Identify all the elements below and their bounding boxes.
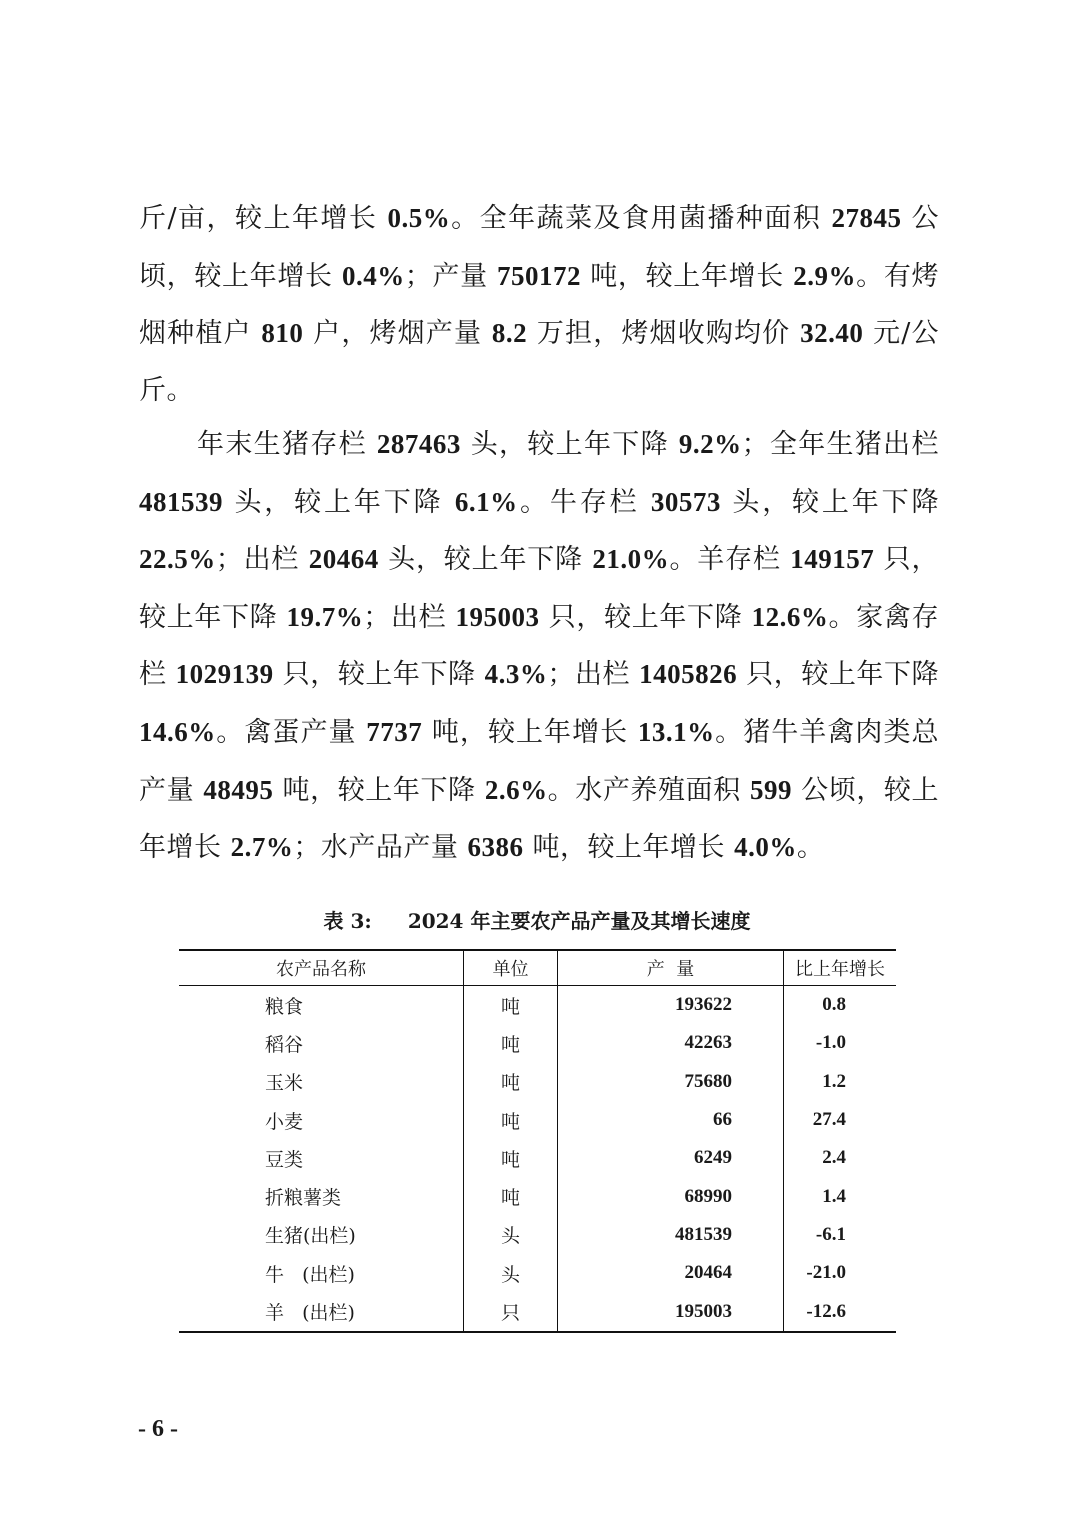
cell-unit: 吨 [464, 986, 558, 1025]
col-header-output: 产 量 [558, 950, 784, 986]
cell-output: 481539 [558, 1216, 784, 1254]
col-header-unit: 单位 [464, 950, 558, 986]
stat-value: 599 [749, 774, 792, 805]
stat-value: 810 [261, 318, 304, 349]
stat-value: 32.40 [800, 318, 864, 349]
cell-unit: 吨 [464, 1101, 558, 1139]
cell-product: 羊 (出栏) [179, 1292, 464, 1331]
cell-product: 豆类 [265, 1148, 304, 1171]
stat-value: 48495 [203, 774, 274, 805]
text-run: 吨，较上年增长 [581, 260, 794, 292]
col-header-product: 农产品名称 [179, 950, 464, 986]
text-run: 年末生猪存栏 [197, 429, 377, 460]
cell-output: 193622 [558, 986, 784, 1025]
table-row [179, 986, 896, 1025]
text-run: 万担，烤烟收购均价 [527, 318, 801, 350]
cell-unit: 吨 [464, 1024, 558, 1062]
stat-value: 22.5% [139, 544, 216, 575]
text-run: 斤/亩，较上年增长 [139, 203, 388, 234]
cell-growth: -12.6 [784, 1292, 897, 1331]
cell-growth: 1.2 [784, 1063, 897, 1101]
stat-value: 14.6% [139, 716, 216, 747]
stat-value: 6.1% [454, 486, 518, 517]
agri-products-table [179, 949, 896, 1333]
cell-unit: 吨 [464, 1177, 558, 1215]
stat-value: 6386 [467, 832, 524, 863]
text-run: ；出栏 [363, 601, 456, 633]
text-run: 只，较上年下降 [273, 659, 485, 691]
table-caption [0, 905, 1074, 934]
stat-value: 2.6% [484, 774, 548, 805]
text-run: 吨，较上年增长 [523, 832, 735, 864]
stat-value: 4.3% [484, 659, 548, 690]
cell-growth: -21.0 [784, 1254, 897, 1292]
cell-unit: 只 [464, 1292, 558, 1331]
text-run: ；出栏 [215, 544, 309, 576]
cell-unit: 吨 [464, 1063, 558, 1101]
page-number: - 6 - [138, 1416, 178, 1442]
table-row [179, 1216, 896, 1254]
text-run: 元/公斤。 [139, 318, 939, 406]
stat-value: 1405826 [639, 659, 738, 690]
stat-value: 7737 [366, 716, 423, 747]
cell-growth: 1.4 [784, 1177, 897, 1215]
stat-value: 20464 [308, 544, 379, 575]
stat-value: 9.2% [678, 429, 742, 459]
text-run: ；水产品产量 [293, 832, 468, 864]
stat-value: 287463 [376, 429, 461, 459]
stat-value: 481539 [139, 486, 223, 517]
text-run: ；全年生猪出栏 [741, 429, 939, 460]
text-run: 。全年蔬菜及食用菌播种面积 [450, 203, 832, 234]
paragraph-livestock [139, 416, 939, 877]
cell-output: 68990 [558, 1177, 784, 1215]
text-run: 。家禽存栏 [139, 601, 939, 691]
table-row [179, 1101, 896, 1139]
cell-output: 42263 [558, 1024, 784, 1062]
stat-value: 195003 [455, 601, 540, 632]
cell-output: 66 [558, 1101, 784, 1139]
stat-value: 0.5% [387, 203, 451, 233]
text-run: 。有烤烟种植户 [139, 260, 939, 350]
text-run: 公顷，较上年增长 [139, 203, 939, 292]
text-run: 。猪牛羊禽肉类总产量 [139, 716, 940, 806]
stat-value: 750172 [497, 260, 581, 291]
text-run: 吨，较上年增长 [422, 716, 638, 748]
cell-product: 折粮薯类 [265, 1187, 342, 1210]
cell-product: 玉米 [265, 1072, 304, 1095]
text-run: 。 [796, 832, 825, 864]
text-run: 公顷，较上年增长 [139, 774, 939, 864]
cell-product: 牛 (出栏) [265, 1263, 355, 1286]
cell-output: 195003 [558, 1292, 784, 1331]
table-row [179, 1254, 896, 1292]
text-run: 。羊存栏 [669, 544, 791, 576]
table-row [179, 1177, 896, 1215]
stat-value: 2.7% [230, 832, 294, 863]
cell-unit: 吨 [464, 1139, 558, 1177]
cell-product: 稻谷 [265, 1033, 304, 1056]
table-row [179, 1063, 896, 1101]
text-run: 只，较上年下降 [539, 601, 752, 633]
cell-growth: 27.4 [784, 1101, 897, 1139]
stat-value: 12.6% [751, 601, 829, 632]
cell-growth: -1.0 [784, 1024, 897, 1062]
stat-value: 30573 [650, 486, 721, 517]
paragraph-crops [139, 190, 939, 419]
table-row [179, 1139, 896, 1177]
table-body [179, 986, 896, 1332]
text-run: ；出栏 [547, 659, 640, 691]
stat-value: 27845 [831, 203, 902, 233]
table-row [179, 1292, 896, 1331]
cell-output: 6249 [558, 1139, 784, 1177]
stat-value: 0.4% [341, 260, 405, 291]
cell-product: 小麦 [265, 1110, 304, 1133]
text-run: 头，较上年下降 [720, 486, 939, 518]
stat-value: 13.1% [637, 716, 715, 747]
text-run: 。水产养殖面积 [547, 774, 750, 806]
cell-output: 75680 [558, 1063, 784, 1101]
cell-growth: 2.4 [784, 1139, 897, 1177]
text-run: 只，较上年下降 [737, 659, 939, 691]
text-run: 户，烤烟产量 [303, 318, 492, 350]
text-run: 头，较上年下降 [460, 429, 679, 460]
cell-output: 20464 [558, 1254, 784, 1292]
text-run: 头，较上年下降 [223, 486, 455, 518]
text-run: 。牛存栏 [517, 486, 651, 518]
cell-product: 生猪(出栏) [265, 1225, 356, 1248]
text-run: ；产量 [404, 260, 497, 292]
col-header-growth: 比上年增长 [784, 950, 897, 986]
stat-value: 149157 [790, 544, 875, 575]
table-caption-label: 表 3: [323, 909, 372, 933]
stat-value: 1029139 [175, 659, 274, 690]
table-header-row [179, 950, 896, 986]
cell-product: 粮食 [265, 995, 304, 1018]
cell-unit: 头 [464, 1216, 558, 1254]
cell-growth: -6.1 [784, 1216, 897, 1254]
text-run: 头，较上年下降 [378, 544, 593, 576]
table-row [179, 1024, 896, 1062]
stat-value: 19.7% [286, 601, 364, 632]
stat-value: 4.0% [734, 832, 797, 863]
text-run: 吨，较上年下降 [273, 774, 485, 806]
table-caption-title: 2024 年主要农产品产量及其增长速度 [407, 909, 751, 933]
cell-unit: 头 [464, 1254, 558, 1292]
stat-value: 8.2 [491, 318, 528, 349]
text-run: 只，较上年下降 [139, 544, 939, 633]
stat-value: 21.0% [592, 544, 670, 575]
stat-value: 2.9% [793, 260, 856, 291]
text-run: 。禽蛋产量 [215, 716, 367, 748]
cell-growth: 0.8 [784, 986, 897, 1025]
